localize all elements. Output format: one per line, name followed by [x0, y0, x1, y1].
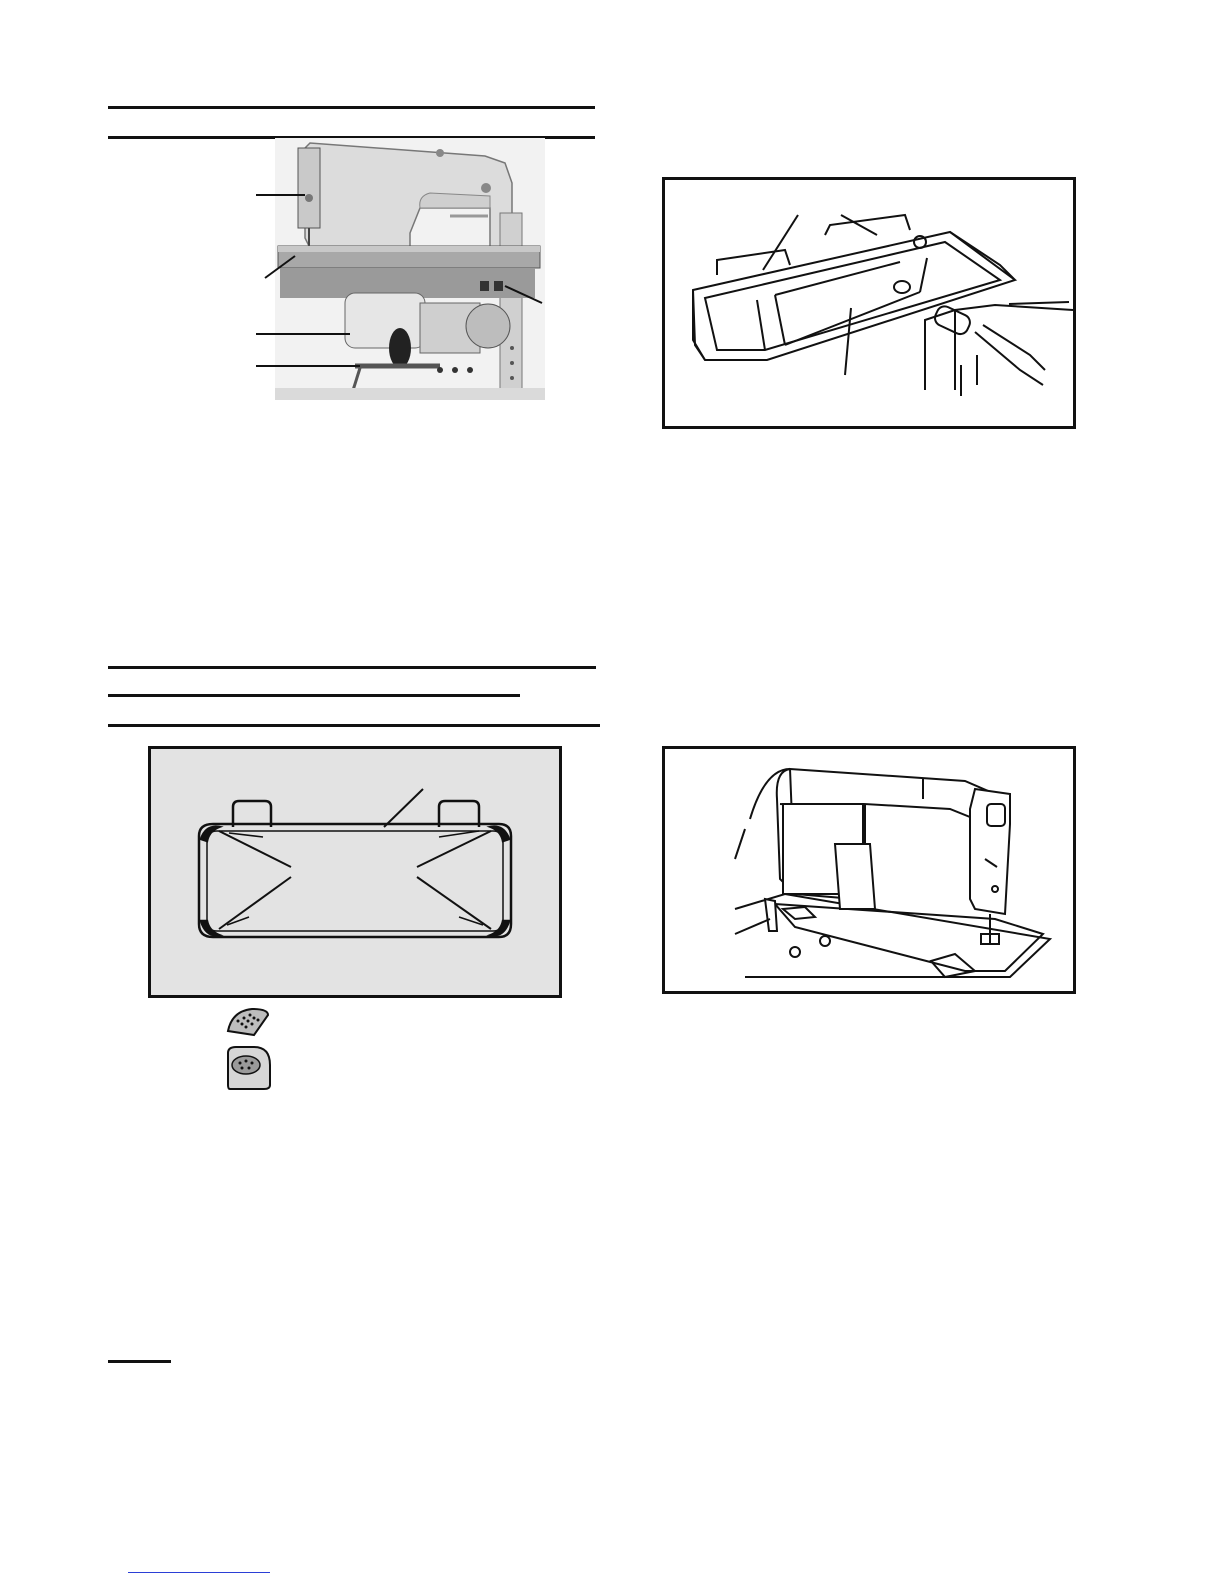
section-rule-top-1 [108, 106, 595, 109]
section-rule-mid-1 [108, 666, 596, 669]
rubber-cushion-flat-icon [224, 1005, 272, 1039]
section-rule-mid-2 [108, 694, 520, 697]
footer-link-underline[interactable] [128, 1572, 270, 1573]
oil-pan-cushion-diagram [151, 749, 559, 995]
rubber-cushion-cup-icon [224, 1045, 274, 1091]
machine-head-photo [250, 138, 550, 400]
machine-head-on-table-drawing [665, 749, 1073, 991]
oil-pan-drawing-frame [662, 177, 1076, 429]
oil-pan-cushion-diagram-frame [148, 746, 562, 998]
oil-pan-drawing [665, 180, 1073, 426]
note-underline [108, 1360, 171, 1363]
section-rule-mid-3 [108, 724, 600, 727]
machine-head-on-table-drawing-frame [662, 746, 1076, 994]
